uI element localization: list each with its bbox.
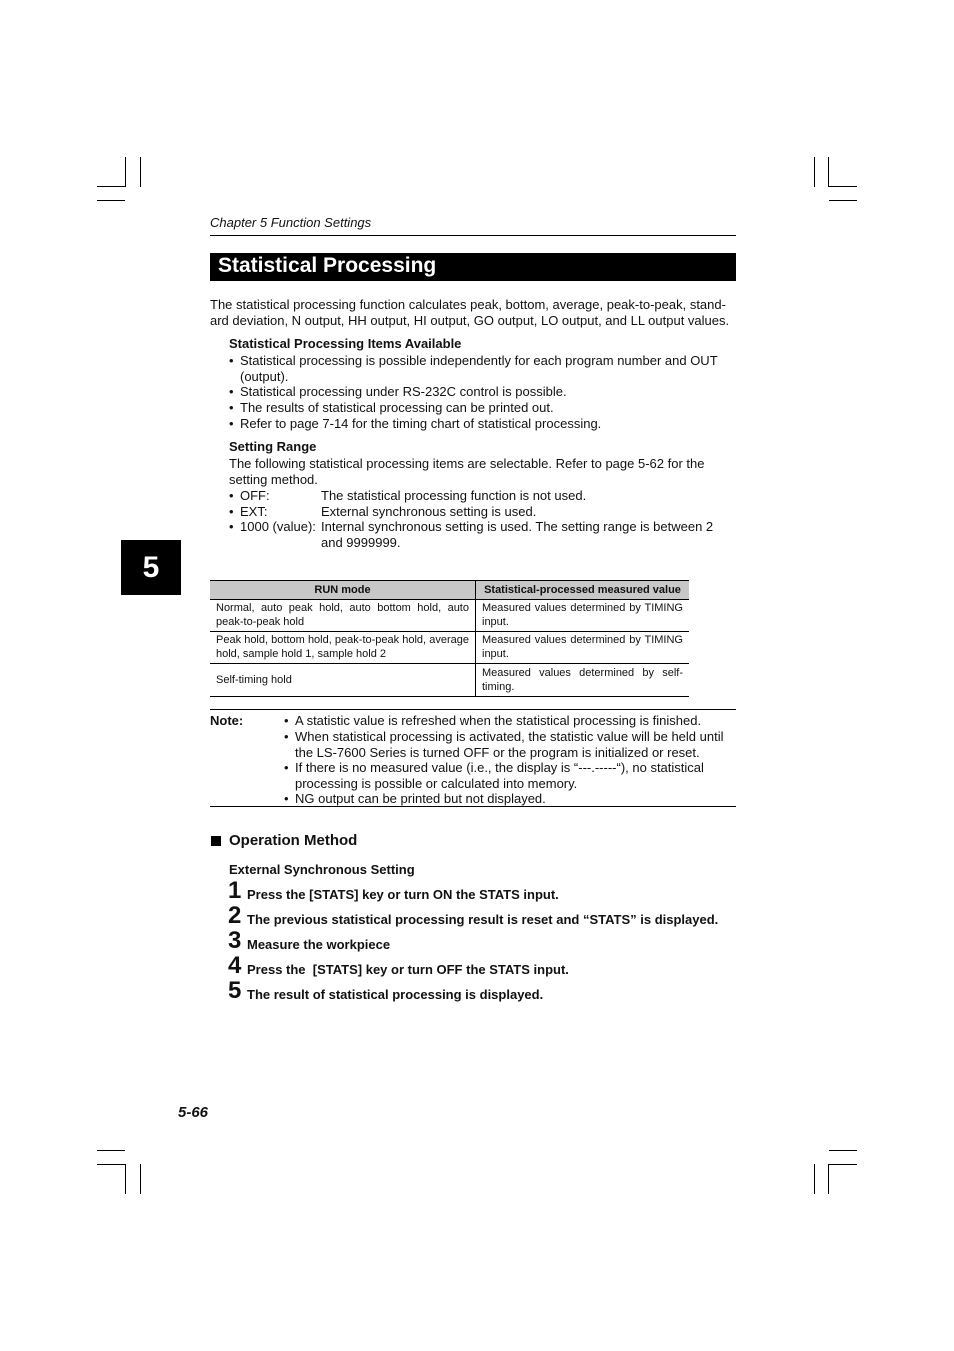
items-available-heading: Statistical Processing Items Available bbox=[229, 336, 462, 351]
run-mode-table bbox=[210, 580, 689, 697]
table-header: RUN mode bbox=[210, 581, 476, 600]
operation-heading: Operation Method bbox=[229, 832, 358, 849]
note-label: Note: bbox=[210, 713, 244, 728]
table-row bbox=[210, 664, 689, 697]
table-row bbox=[210, 600, 689, 632]
table-cell: Measured values determined by self-timing. bbox=[476, 664, 690, 697]
page-number: 5-66 bbox=[178, 1104, 209, 1121]
table-header: Statistical-processed measured value bbox=[476, 581, 690, 600]
square-bullet-icon bbox=[211, 836, 221, 846]
intro-line: ard deviation, N output, HH output, HI output, GO output, LO output, and LL output values. bbox=[210, 313, 730, 328]
setting-range-intro: setting method. bbox=[229, 472, 318, 487]
chapter-tab: 5 bbox=[121, 540, 181, 595]
table-cell: Peak hold, bottom hold, peak-to-peak hold, average hold, sample hold 1, sample hold 2 bbox=[210, 632, 476, 664]
operation-subheading: External Synchronous Setting bbox=[229, 862, 415, 877]
table-cell: Measured values determined by TIMING input. bbox=[476, 632, 690, 664]
table-row bbox=[210, 632, 689, 664]
setting-range-heading: Setting Range bbox=[229, 439, 317, 454]
table-cell: Measured values determined by TIMING input. bbox=[476, 600, 690, 632]
intro-line: The statistical processing function calculates peak, bottom, average, peak-to-peak, stand- bbox=[210, 297, 726, 312]
table-cell: Normal, auto peak hold, auto bottom hold, auto peak-to-peak hold bbox=[210, 600, 476, 632]
note-box: Note: • A statistic value is refreshed when the statistical processing is finished. • When statistical processing is activated, the statistic value will be held until the LS-7600 Series is turned OFF or the program is initialized or reset. • If there is no measured value (i.e., the display is “---.-----“), no statistical processing is possible or calculated into memory. • NG output can be printed but not displayed. bbox=[210, 709, 736, 807]
page-title: Statistical Processing bbox=[218, 254, 437, 277]
setting-range-intro: The following statistical processing items are selectable. Refer to page 5-62 for the bbox=[229, 456, 705, 471]
section-title-bar bbox=[210, 253, 736, 281]
chapter-header: Chapter 5 Function Settings bbox=[210, 215, 736, 236]
table-cell: Self-timing hold bbox=[210, 664, 476, 697]
